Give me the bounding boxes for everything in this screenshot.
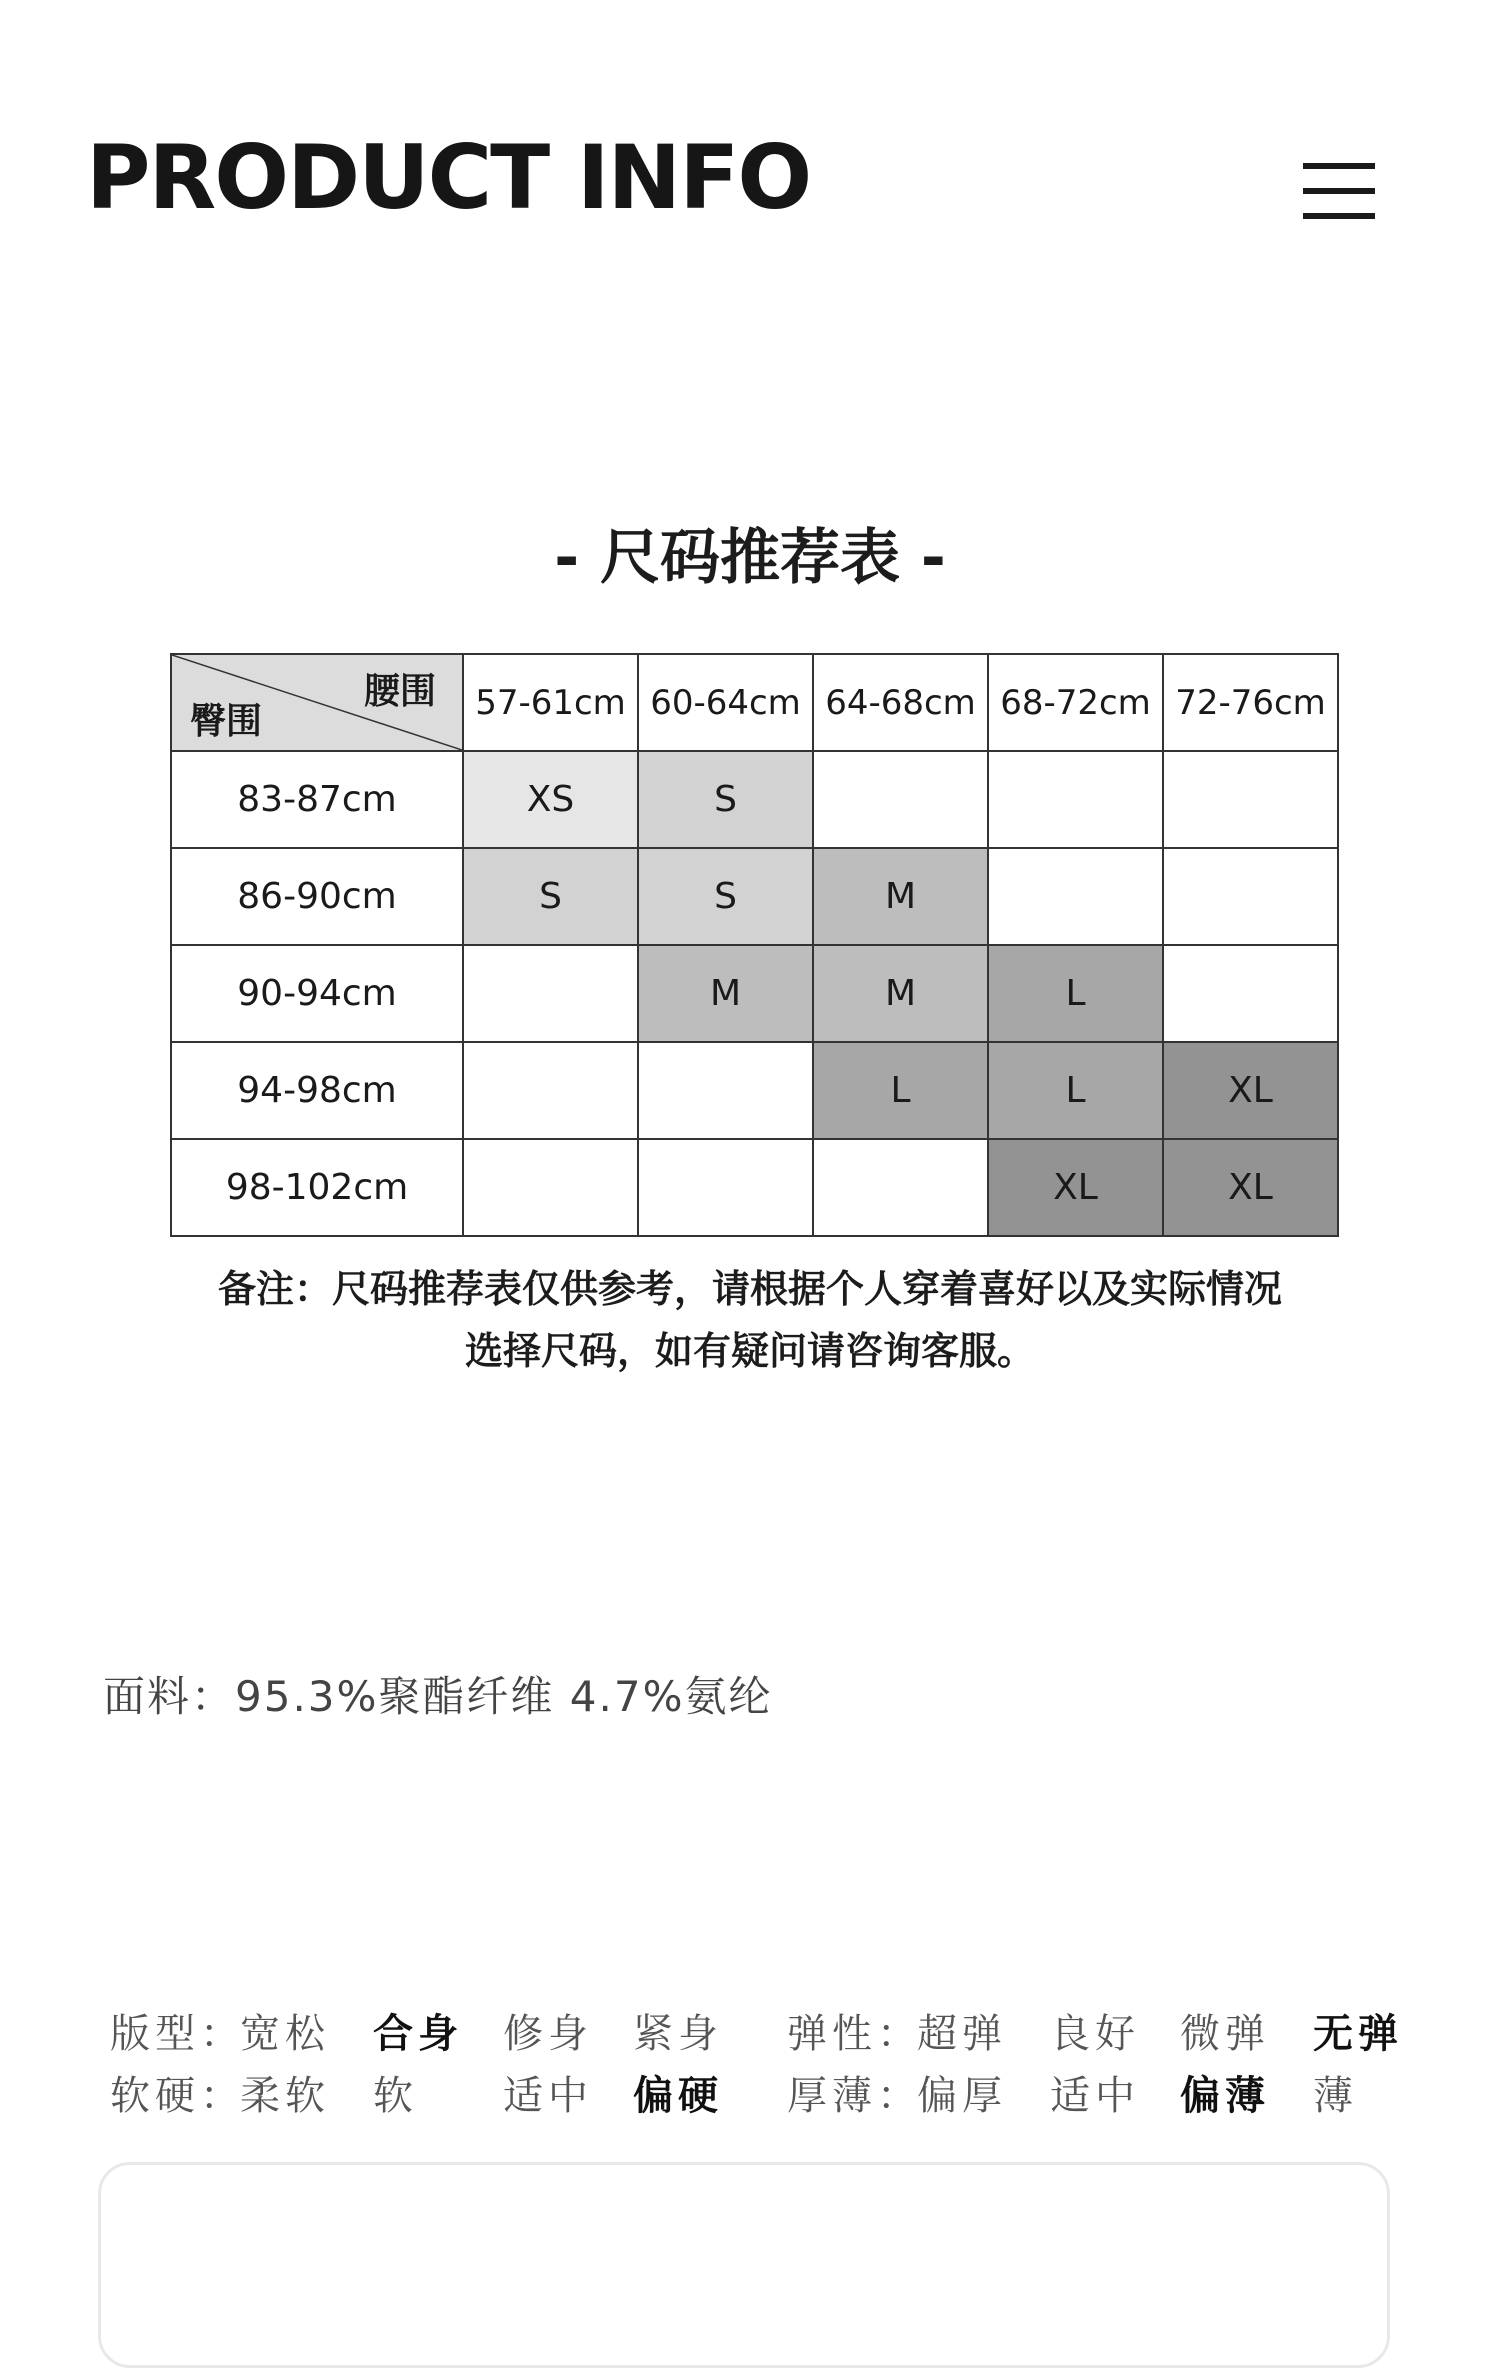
size-cell-m: M: [813, 945, 988, 1042]
row-header: 94-98cm: [171, 1042, 463, 1139]
attribute-option-selected: 无弹: [1313, 2011, 1403, 2057]
size-cell-empty: [813, 751, 988, 848]
attribute-option: 紧身: [633, 2011, 723, 2057]
attribute-option: 适中: [1050, 2073, 1140, 2119]
size-cell-empty: [1163, 751, 1338, 848]
column-header: 60-64cm: [638, 654, 813, 751]
attribute-row-softness-thickness: [110, 2064, 1410, 2124]
size-cell-s: S: [638, 751, 813, 848]
attribute-label: 厚薄：: [787, 2073, 922, 2119]
attribute-option: 薄: [1313, 2073, 1358, 2119]
size-cell-l: L: [988, 1042, 1163, 1139]
size-cell-empty: [1163, 848, 1338, 945]
size-cell-xs: XS: [463, 751, 638, 848]
attribute-option: 适中: [503, 2073, 593, 2119]
size-cell-empty: [638, 1139, 813, 1236]
attribute-option-selected: 合身: [373, 2011, 463, 2057]
size-cell-xl: XL: [988, 1139, 1163, 1236]
size-cell-m: M: [813, 848, 988, 945]
row-header: 98-102cm: [171, 1139, 463, 1236]
table-row: [171, 945, 1338, 1042]
attribute-option-selected: 偏薄: [1180, 2073, 1270, 2119]
row-header: 86-90cm: [171, 848, 463, 945]
size-cell-empty: [988, 751, 1163, 848]
size-cell-empty: [813, 1139, 988, 1236]
attribute-option: 良好: [1050, 2011, 1140, 2057]
note-line: 选择尺码，如有疑问请咨询客服。: [464, 1329, 1035, 1373]
menu-bar: [1303, 163, 1375, 169]
size-cell-empty: [463, 945, 638, 1042]
size-cell-s: S: [463, 848, 638, 945]
content-card: [98, 2162, 1390, 2368]
attribute-option: 修身: [503, 2011, 593, 2057]
fabric-composition: 面料：95.3%聚酯纤维 4.7%氨纶: [103, 1672, 773, 1721]
attribute-label: 版型：: [110, 2011, 245, 2057]
table-header-row: [171, 654, 1338, 751]
row-header: 90-94cm: [171, 945, 463, 1042]
row-header: 83-87cm: [171, 751, 463, 848]
size-cell-l: L: [988, 945, 1163, 1042]
size-chart-table: [170, 653, 1339, 1237]
table-row: [171, 1139, 1338, 1236]
size-cell-xl: XL: [1163, 1042, 1338, 1139]
corner-cell: [171, 654, 463, 751]
size-cell-empty: [988, 848, 1163, 945]
attribute-option: 宽松: [240, 2011, 330, 2057]
size-cell-xl: XL: [1163, 1139, 1338, 1236]
table-row: [171, 848, 1338, 945]
attribute-option: 柔软: [240, 2073, 330, 2119]
size-cell-m: M: [638, 945, 813, 1042]
column-header: 64-68cm: [813, 654, 988, 751]
column-header: 68-72cm: [988, 654, 1163, 751]
size-chart-title: - 尺码推荐表 -: [554, 523, 946, 593]
page-title: PRODUCT INFO: [86, 126, 811, 229]
size-cell-empty: [638, 1042, 813, 1139]
column-header: 72-76cm: [1163, 654, 1338, 751]
hamburger-menu-icon[interactable]: [1303, 163, 1375, 219]
attribute-option-selected: 偏硬: [633, 2073, 723, 2119]
attribute-label: 弹性：: [787, 2011, 922, 2057]
size-cell-s: S: [638, 848, 813, 945]
attribute-option: 超弹: [917, 2011, 1007, 2057]
attribute-option: 微弹: [1180, 2011, 1270, 2057]
menu-bar: [1303, 213, 1375, 219]
attribute-option: 偏厚: [917, 2073, 1007, 2119]
column-header: 57-61cm: [463, 654, 638, 751]
attribute-row-fit-elasticity: [110, 2002, 1410, 2062]
size-chart-note: [0, 1258, 1500, 1382]
table-row: [171, 751, 1338, 848]
hip-header-label: 臀围: [190, 701, 263, 742]
note-line: 备注：尺码推荐表仅供参考，请根据个人穿着喜好以及实际情况: [217, 1267, 1282, 1311]
waist-header-label: 腰围: [363, 671, 436, 712]
size-cell-empty: [463, 1139, 638, 1236]
size-cell-empty: [463, 1042, 638, 1139]
size-cell-empty: [1163, 945, 1338, 1042]
menu-bar: [1303, 188, 1375, 194]
size-chart-body: [171, 654, 1338, 1236]
attribute-label: 软硬：: [110, 2073, 245, 2119]
attribute-option: 软: [373, 2073, 418, 2119]
size-cell-l: L: [813, 1042, 988, 1139]
table-row: [171, 1042, 1338, 1139]
